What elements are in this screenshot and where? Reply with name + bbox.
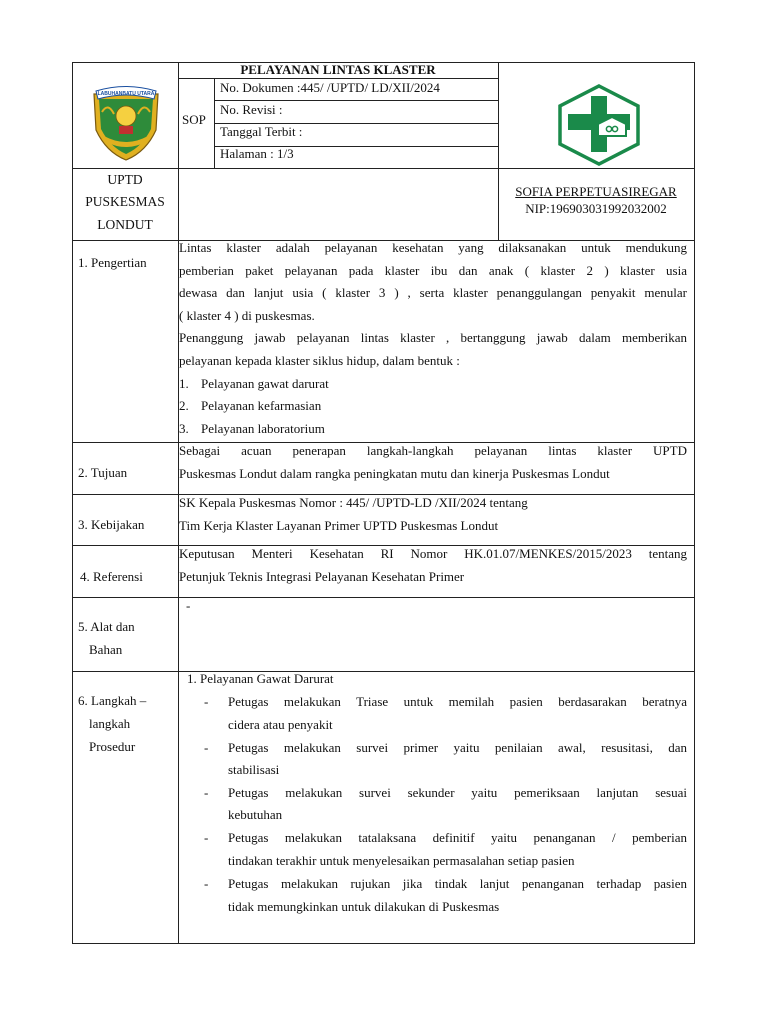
procedure-step: Petugas melakukan rujukan jika tindak lanjut penanganan terhadap pasien — [228, 876, 687, 891]
procedure-step-cont: cidera atau penyakit — [228, 717, 333, 732]
pengertian-line: dewasa dan lanjut usia ( klaster 3 ) , serta klaster penanggulangan penyakit menular — [179, 285, 687, 300]
procedure-step-cont: tindakan terakhir untuk menyelesaikan permasalahan setiap pasien — [228, 853, 575, 868]
section-label-langkah-cont: langkah — [89, 716, 131, 731]
divider — [178, 78, 498, 79]
list-item-number: 3. — [179, 421, 189, 436]
issue-date: Tanggal Terbit : — [220, 124, 303, 139]
org-type: PUSKESMAS — [85, 194, 165, 209]
referensi-line: Keputusan Menteri Kesehatan RI Nomor HK.01.07/MENKES/2015/2023 tentang — [179, 546, 687, 561]
signer-name: SOFIA PERPETUASIREGAR — [515, 184, 677, 199]
table-border-right — [694, 62, 695, 944]
list-item: Pelayanan kefarmasian — [201, 398, 322, 413]
section-label-langkah-cont: Prosedur — [89, 739, 136, 754]
referensi-line: Petunjuk Teknis Integrasi Pelayanan Kesehatan Primer — [179, 569, 465, 584]
list-item-number: 1. — [179, 376, 189, 391]
procedure-heading: 1. Pelayanan Gawat Darurat — [187, 671, 334, 686]
list-item: Pelayanan gawat darurat — [201, 376, 329, 391]
procedure-step: Petugas melakukan Triase untuk memilah pasien berdasarakan beratnya — [228, 694, 687, 709]
document-title: PELAYANAN LINTAS KLASTER — [240, 62, 436, 77]
list-item: Pelayanan laboratorium — [201, 421, 325, 436]
pengertian-line: pelayanan kepada klaster siklus hidup, dalam bentuk : — [179, 353, 460, 368]
org-name: LONDUT — [97, 217, 153, 232]
bullet-dash: - — [204, 740, 209, 755]
logo-text: LABUHANBATU UTARA — [97, 91, 155, 97]
doc-number: No. Dokumen :445/ /UPTD/ LD/XII/2024 — [220, 80, 440, 95]
kebijakan-line: Tim Kerja Klaster Layanan Primer UPTD Puskesmas Londut — [179, 518, 499, 533]
bullet-dash: - — [204, 785, 209, 800]
alat-content: - — [186, 598, 191, 613]
divider — [72, 671, 695, 672]
bullet-dash: - — [204, 876, 209, 891]
pengertian-line: Penanggung jawab pelayanan lintas klaster , bertanggung jawab dalam memberikan — [179, 330, 687, 345]
section-label-alat-cont: Bahan — [89, 642, 123, 657]
section-label-pengertian: 1. Pengertian — [78, 255, 147, 270]
section-label-referensi: 4. Referensi — [80, 569, 143, 584]
pengertian-line: ( klaster 4 ) di puskesmas. — [179, 308, 315, 323]
puskesmas-logo — [556, 84, 642, 166]
page-number: Halaman : 1/3 — [220, 146, 294, 161]
divider — [72, 597, 695, 598]
tujuan-line: Sebagai acuan penerapan langkah-langkah pelayanan lintas klaster UPTD — [179, 443, 687, 458]
sop-label: SOP — [182, 112, 206, 127]
section-label-alat: 5. Alat dan — [78, 619, 135, 634]
tujuan-line: Puskesmas Londut dalam rangka peningkatan mutu dan kinerja Puskesmas Londut — [179, 466, 610, 481]
pengertian-line: pemberian paket pelayanan pada klaster ibu dan anak ( klaster 2 ) klaster usia — [179, 263, 687, 278]
section-label-tujuan: 2. Tujuan — [78, 465, 128, 480]
procedure-step-cont: tidak memungkinkan untuk dilakukan di Puskesmas — [228, 899, 500, 914]
pengertian-line: Lintas klaster adalah pelayanan kesehatan yang dilaksanakan untuk mendukung — [179, 240, 687, 255]
bullet-dash: - — [204, 694, 209, 709]
procedure-step: Petugas melakukan survei primer yaitu penilaian awal, resusitasi, dan — [228, 740, 687, 755]
section-label-langkah: 6. Langkah – — [78, 693, 147, 708]
kebijakan-line: SK Kepala Puskesmas Nomor : 445/ /UPTD-LD /XII/2024 tentang — [179, 495, 528, 510]
org-unit: UPTD — [107, 172, 143, 187]
bullet-dash: - — [204, 830, 209, 845]
procedure-step: Petugas melakukan survei sekunder yaitu pemeriksaan lanjutan sesuai — [228, 785, 687, 800]
list-item-number: 2. — [179, 398, 189, 413]
table-border-bottom — [72, 943, 695, 944]
divider — [214, 100, 498, 101]
regency-logo — [86, 82, 166, 164]
revision-number: No. Revisi : — [220, 102, 283, 117]
section-label-kebijakan: 3. Kebijakan — [78, 517, 145, 532]
signer-nip: NIP:196903031992032002 — [525, 201, 667, 216]
procedure-step-cont: stabilisasi — [228, 762, 280, 777]
procedure-step-cont: kebutuhan — [228, 807, 283, 822]
procedure-step: Petugas melakukan tatalaksana definitif yaitu penanganan / pemberian — [228, 830, 687, 845]
divider — [72, 168, 695, 169]
